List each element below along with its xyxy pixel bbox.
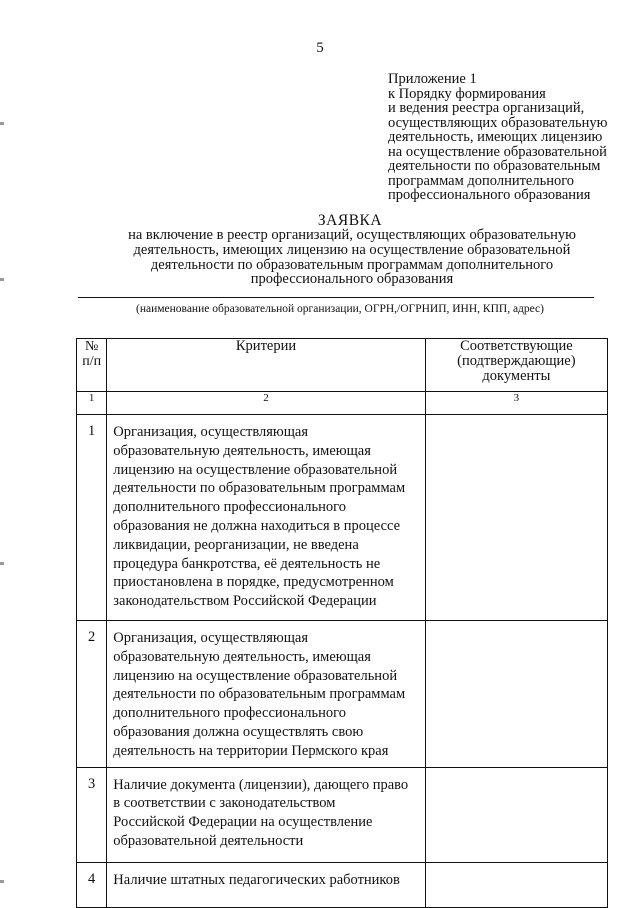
criteria-line: образовательную деятельность, имеющая bbox=[113, 648, 371, 665]
document-title: ЗАЯВКА bbox=[317, 212, 383, 229]
row-criteria bbox=[107, 621, 425, 768]
row-documents bbox=[425, 767, 607, 862]
appendix-line: деятельность, имеющих лицензию bbox=[388, 129, 603, 145]
appendix-line: профессионального образования bbox=[388, 187, 591, 203]
table-row bbox=[77, 862, 608, 907]
scan-artifact bbox=[0, 122, 4, 125]
appendix-header bbox=[388, 72, 628, 203]
header-documents bbox=[425, 339, 607, 392]
criteria-line: деятельности по образовательным программам bbox=[113, 480, 406, 497]
column-index: 3 bbox=[425, 392, 607, 415]
row-number: 2 bbox=[77, 621, 107, 768]
subtitle-line: на включение в реестр организаций, осуществляющих образовательную bbox=[128, 227, 576, 243]
criteria-table bbox=[76, 338, 608, 908]
criteria-line: образования не должна находиться в процессе bbox=[113, 517, 401, 534]
row-criteria bbox=[107, 767, 425, 862]
row-criteria bbox=[107, 415, 425, 621]
organization-name-line bbox=[78, 297, 594, 298]
row-documents bbox=[425, 862, 607, 907]
document-subtitle bbox=[92, 228, 612, 287]
criteria-line: образовательной деятельности bbox=[113, 832, 304, 849]
subtitle-line: профессионального образования bbox=[250, 271, 454, 288]
criteria-line: в соответствии с законодательством bbox=[113, 795, 336, 812]
row-documents bbox=[425, 621, 607, 768]
header-number bbox=[77, 339, 107, 392]
row-number: 3 bbox=[77, 767, 107, 862]
table-row bbox=[77, 767, 608, 862]
header-documents-line: (подтверждающие) bbox=[457, 353, 576, 369]
appendix-line: к Порядку формирования bbox=[388, 85, 546, 102]
criteria-line: Наличие штатных педагогических работников bbox=[113, 871, 400, 888]
column-index-row bbox=[77, 392, 608, 415]
row-documents bbox=[425, 415, 607, 621]
criteria-line: деятельности по образовательным программам bbox=[113, 686, 406, 703]
appendix-line: осуществляющих образовательную bbox=[388, 114, 608, 131]
appendix-line: на осуществление образовательной bbox=[388, 143, 607, 160]
scan-artifact bbox=[0, 562, 4, 565]
criteria-line: лицензию на осуществление образовательной bbox=[113, 667, 398, 684]
appendix-line: и ведения реестра организаций, bbox=[388, 100, 585, 116]
criteria-line: Организация, осуществляющая bbox=[113, 630, 309, 646]
table-row bbox=[77, 621, 608, 768]
criteria-line: лицензию на осуществление образовательной bbox=[113, 461, 398, 478]
criteria-line: образования должна осуществлять свою bbox=[113, 723, 364, 740]
criteria-line: дополнительного профессионального bbox=[113, 499, 346, 516]
scan-artifact bbox=[0, 880, 4, 883]
criteria-line: законодательством Российской Федерации bbox=[113, 593, 377, 610]
criteria-line: Российской Федерации на осуществление bbox=[113, 814, 373, 831]
appendix-line: деятельности по образовательным bbox=[388, 158, 601, 174]
column-index: 2 bbox=[107, 392, 425, 415]
scan-artifact bbox=[0, 278, 4, 281]
subtitle-line: деятельность, имеющих лицензию на осуществление образовательной bbox=[133, 241, 571, 258]
column-index: 1 bbox=[77, 392, 107, 415]
subtitle-line: деятельности по образовательным программам дополнительного bbox=[150, 256, 554, 273]
criteria-line: приостановлена в порядке, предусмотренном bbox=[113, 574, 394, 591]
table-header-row bbox=[77, 339, 608, 392]
criteria-line: Наличие документа (лицензии), дающего право bbox=[113, 776, 409, 793]
header-documents-line: Соответствующие bbox=[460, 338, 573, 354]
criteria-line: ликвидации, реорганизации, не введена bbox=[113, 536, 359, 553]
criteria-line: образовательную деятельность, имеющая bbox=[113, 442, 371, 459]
row-number: 4 bbox=[77, 862, 107, 907]
criteria-line: Организация, осуществляющая bbox=[113, 424, 309, 440]
header-number-abbrev: п/п bbox=[82, 354, 102, 369]
appendix-line: Приложение 1 bbox=[388, 71, 477, 87]
header-number-symbol: № bbox=[84, 339, 99, 354]
row-number: 1 bbox=[77, 415, 107, 621]
criteria-line: деятельность на территории Пермского края bbox=[113, 742, 389, 759]
header-documents-line: документы bbox=[482, 368, 551, 384]
organization-name-caption: (наименование образовательной организации, ОГРН,/ОГРНИП, ИНН, КПП, адрес) bbox=[136, 303, 544, 315]
criteria-line: процедура банкротства, её деятельность не bbox=[113, 555, 381, 572]
page-number: 5 bbox=[316, 40, 324, 56]
header-criteria: Критерии bbox=[107, 339, 425, 392]
appendix-line: программам дополнительного bbox=[388, 172, 575, 189]
table-row bbox=[77, 415, 608, 621]
criteria-line: дополнительного профессионального bbox=[113, 705, 346, 722]
row-criteria bbox=[107, 862, 425, 907]
